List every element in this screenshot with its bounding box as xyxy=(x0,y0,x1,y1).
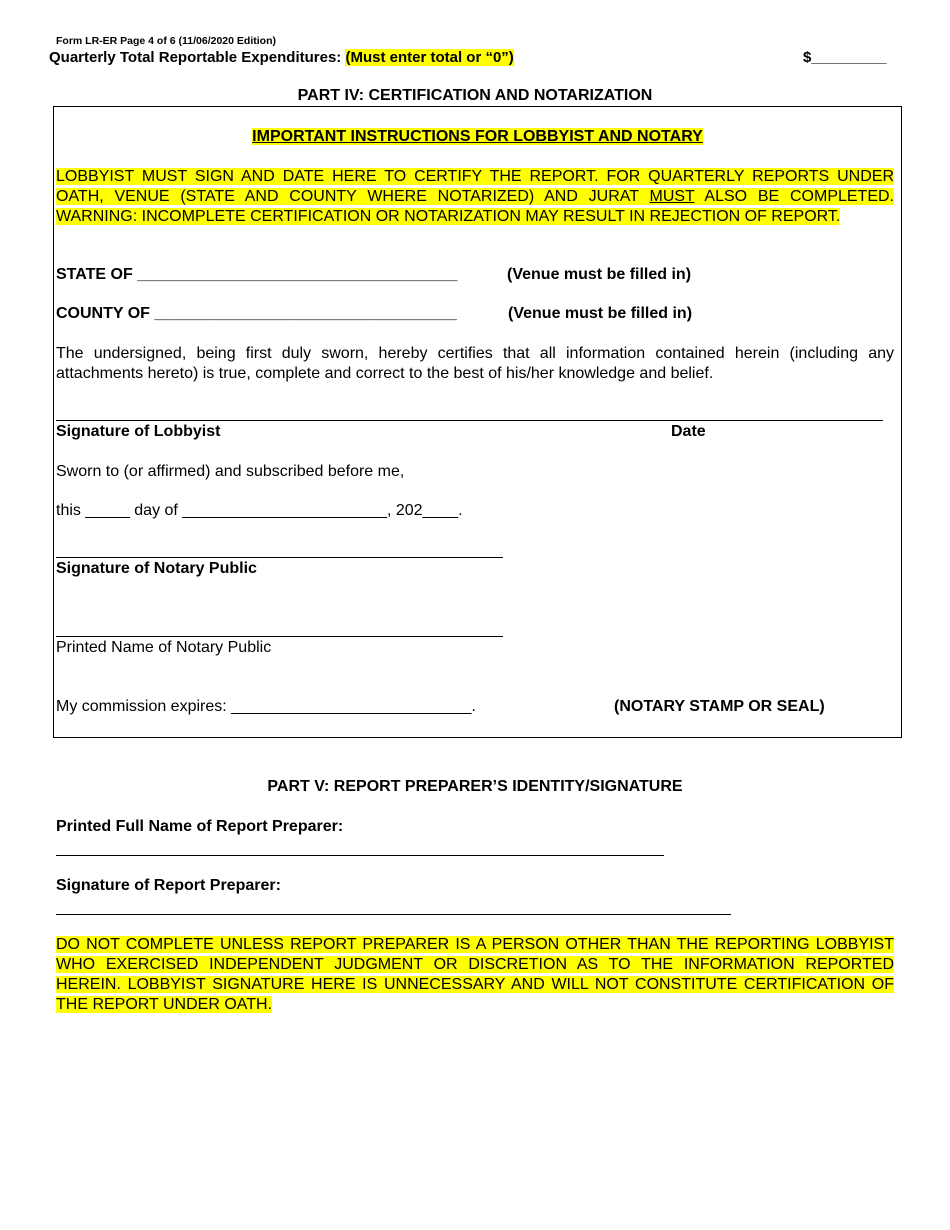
county-label: COUNTY OF xyxy=(56,305,150,322)
county-of-row xyxy=(56,305,457,323)
instructions-part-b: ALSO BE COMPLETED. WARNING: INCOMPLETE CERTIFICATION OR NOTARIZATION MAY RESULT IN REJECTION OF REPORT. xyxy=(56,188,895,225)
lobbyist-signature-line[interactable] xyxy=(56,420,883,421)
preparer-printed-name-line[interactable] xyxy=(56,855,664,856)
preparer-signature-label: Signature of Report Preparer: xyxy=(56,877,281,894)
sworn-text: Sworn to (or affirmed) and subscribed before me, xyxy=(56,463,405,480)
part5-title: PART V: REPORT PREPARER’S IDENTITY/SIGNATURE xyxy=(267,778,683,795)
printed-name-notary-label: Printed Name of Notary Public xyxy=(56,639,272,656)
important-instructions-text: IMPORTANT INSTRUCTIONS FOR LOBBYIST AND NOTARY xyxy=(252,128,703,145)
state-field[interactable]: ____________________________________ xyxy=(137,266,458,283)
state-label: STATE OF xyxy=(56,266,133,283)
preparer-notice xyxy=(56,935,894,1015)
state-note: (Venue must be filled in) xyxy=(507,266,692,283)
form-id: Form LR-ER Page 4 of 6 (11/06/2020 Edition) xyxy=(56,35,276,47)
important-instructions-title xyxy=(53,128,902,146)
signature-lobbyist-label: Signature of Lobbyist xyxy=(56,423,221,440)
preparer-notice-text: DO NOT COMPLETE UNLESS REPORT PREPARER IS A PERSON OTHER THAN THE REPORTING LOBBYIST WHO EXERCISED INDEPENDENT JUDGMENT OR DISCRETION AS TO THE INFORMATION REPORTED HEREIN. LOBBYIST SIGNATURE HERE IS UNNECESSARY AND WILL NOT CONSTITUTE CERTIFICATION OF THE REPORT UNDER OATH. xyxy=(56,936,894,1013)
notary-stamp-label: (NOTARY STAMP OR SEAL) xyxy=(614,698,825,715)
lobbyist-instructions xyxy=(56,167,894,227)
state-of-row xyxy=(56,266,458,284)
notary-signature-line[interactable] xyxy=(56,557,503,558)
commission-expires[interactable]: My commission expires: ___________________________. xyxy=(56,698,476,715)
date-label: Date xyxy=(671,423,706,440)
part4-title: PART IV: CERTIFICATION AND NOTARIZATION xyxy=(297,87,653,104)
oath-text: The undersigned, being first duly sworn, hereby certifies that all information contained herein (including any attachments hereto) is true, complete and correct to the best of his/her knowledge and belief. xyxy=(56,345,894,382)
county-field[interactable]: __________________________________ xyxy=(154,305,457,322)
notary-printed-name-line[interactable] xyxy=(56,636,503,637)
this-day-line[interactable]: this _____ day of _______________________, 202____. xyxy=(56,502,463,519)
preparer-signature-line[interactable] xyxy=(56,914,731,915)
expenditures-label: Quarterly Total Reportable Expenditures: xyxy=(49,49,342,66)
preparer-printed-name-label: Printed Full Name of Report Preparer: xyxy=(56,818,344,835)
county-note: (Venue must be filled in) xyxy=(508,305,693,322)
expenditures-total-field[interactable]: $_________ xyxy=(803,49,887,66)
instructions-must: MUST xyxy=(649,188,695,205)
expenditures-note: (Must enter total or “0”) xyxy=(345,49,514,66)
instructions-part-a: LOBBYIST MUST SIGN AND DATE HERE TO CERTIFY THE REPORT. FOR QUARTERLY REPORTS UNDER OATH, VENUE (STATE AND COUNTY WHERE NOTARIZED) AND JURAT xyxy=(56,168,894,205)
signature-notary-label: Signature of Notary Public xyxy=(56,560,257,577)
expenditures-line xyxy=(49,49,514,66)
